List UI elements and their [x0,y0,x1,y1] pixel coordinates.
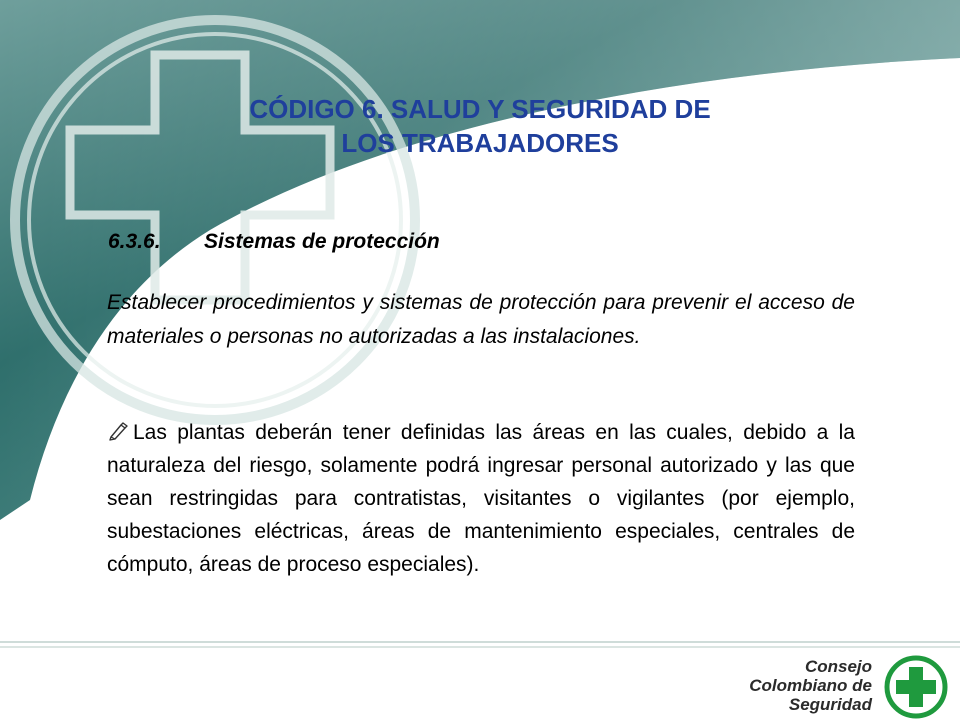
pencil-icon [107,421,133,441]
green-cross-icon [884,655,948,719]
title-line-1: CÓDIGO 6. SALUD Y SEGURIDAD DE [249,94,711,124]
org-line-1: Consejo [804,657,872,676]
section-title: Sistemas de protección [204,230,440,253]
org-line-3: Seguridad [788,695,872,714]
footer-divider [0,640,960,652]
section-heading [108,228,440,256]
intro-paragraph: Establecer procedimientos y sistemas de protección para prevenir el acceso de materiales o personas no autorizadas a las instalaciones. [107,291,855,348]
slide-title [130,92,830,160]
section-number: 6.3.6. [108,230,161,253]
title-line-2: LOS TRABAJADORES [341,128,619,158]
bullet-text: Las plantas deberán tener definidas las áreas en las cuales, debido a la naturaleza del riesgo, solamente podrá ingresar personal autorizado y las que sean restringidas para contratistas, visitantes o vigilantes (por ejemplo, subestaciones eléctricas, áreas de mantenimiento especiales, centrales de cómputo, áreas de proceso especiales). [107,421,855,576]
org-line-2: Colombiano de [749,676,872,695]
organization-name [749,657,872,714]
bullet-paragraph [107,416,855,581]
